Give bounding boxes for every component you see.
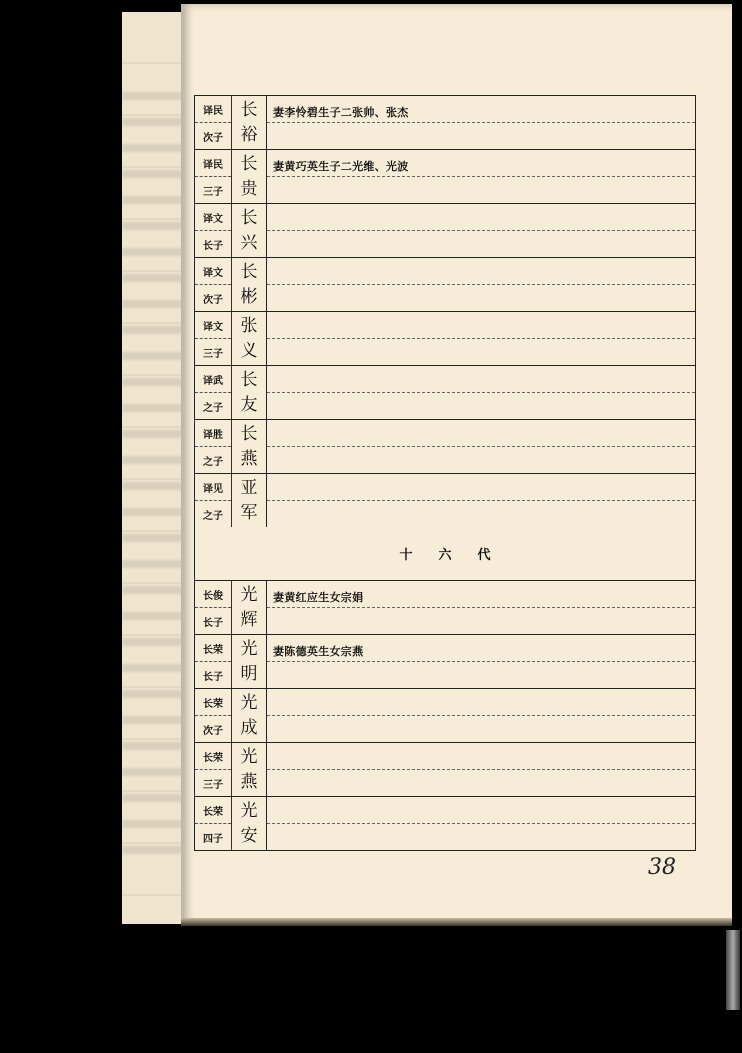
name-char: 长 (240, 369, 258, 390)
parent-cell (195, 366, 232, 419)
name-char: 成 (240, 717, 258, 738)
name-char: 辉 (240, 609, 258, 630)
person-name (232, 312, 267, 365)
person-name (232, 689, 267, 742)
table-row (195, 150, 695, 204)
note-cell (267, 312, 695, 365)
note-cell (267, 420, 695, 473)
ruled-line (267, 715, 695, 716)
name-char: 光 (240, 584, 258, 605)
person-name (232, 258, 267, 311)
name-char: 燕 (240, 448, 258, 469)
ruled-line (267, 446, 695, 447)
spouse-note: 妻陈德英生女宗燕 (273, 645, 364, 658)
birth-order: 三子 (203, 779, 223, 791)
parent-cell (195, 96, 232, 149)
parent-name: 译民 (195, 150, 231, 177)
ruled-line (267, 500, 695, 501)
ruled-line (267, 338, 695, 339)
page-shadow (181, 918, 732, 926)
person-name (232, 150, 267, 203)
name-char: 燕 (240, 771, 258, 792)
bleed-through-text (122, 92, 184, 872)
ruled-line (267, 607, 695, 608)
name-char: 光 (240, 638, 258, 659)
table-row (195, 797, 695, 850)
birth-order: 长子 (203, 240, 223, 252)
spouse-note: 妻李怜碧生子二张帅、张杰 (273, 106, 409, 119)
name-char: 友 (240, 394, 258, 415)
note-cell (267, 96, 695, 149)
person-name (232, 797, 267, 850)
parent-cell (195, 689, 232, 742)
book-edge (726, 930, 740, 1010)
ruled-line (267, 122, 695, 123)
person-name (232, 743, 267, 796)
ruled-line (267, 823, 695, 824)
table-row (195, 312, 695, 366)
name-char: 安 (240, 825, 258, 846)
parent-name: 译胜 (195, 420, 231, 447)
spouse-note: 妻黄红应生女宗娟 (273, 591, 364, 604)
person-name (232, 474, 267, 527)
generation-heading: 十六代 (399, 548, 517, 563)
genealogy-table (194, 95, 696, 851)
person-name (232, 420, 267, 473)
person-name (232, 96, 267, 149)
parent-name: 长荣 (195, 689, 231, 716)
parent-name: 长荣 (195, 743, 231, 770)
table-row (195, 581, 695, 635)
name-char: 兴 (240, 232, 258, 253)
parent-cell (195, 150, 232, 203)
table-row (195, 420, 695, 474)
parent-cell (195, 204, 232, 257)
parent-name: 长俊 (195, 581, 231, 608)
birth-order: 长子 (203, 671, 223, 683)
table-row (195, 635, 695, 689)
parent-cell (195, 420, 232, 473)
parent-cell (195, 635, 232, 688)
page-number: 38 (648, 855, 676, 880)
name-char: 光 (240, 800, 258, 821)
person-name (232, 204, 267, 257)
name-char: 光 (240, 692, 258, 713)
name-char: 亚 (240, 477, 258, 498)
parent-name: 译武 (195, 366, 231, 393)
note-cell (267, 689, 695, 742)
parent-cell (195, 474, 232, 527)
name-char: 长 (240, 423, 258, 444)
name-char: 贵 (240, 178, 258, 199)
parent-cell (195, 312, 232, 365)
parent-name: 长荣 (195, 797, 231, 824)
note-cell (267, 366, 695, 419)
ruled-line (267, 284, 695, 285)
birth-order: 之子 (203, 456, 223, 468)
birth-order: 次子 (203, 725, 223, 737)
name-char: 长 (240, 207, 258, 228)
parent-name: 译民 (195, 96, 231, 123)
birth-order: 长子 (203, 617, 223, 629)
parent-cell (195, 581, 232, 634)
table-row (195, 474, 695, 527)
ruled-line (267, 230, 695, 231)
name-char: 裕 (240, 124, 258, 145)
birth-order: 四子 (203, 833, 223, 845)
name-char: 光 (240, 746, 258, 767)
parent-cell (195, 258, 232, 311)
note-cell (267, 474, 695, 527)
note-cell (267, 581, 695, 634)
table-row (195, 96, 695, 150)
parent-name: 译文 (195, 204, 231, 231)
name-char: 长 (240, 261, 258, 282)
parent-name: 译文 (195, 258, 231, 285)
note-cell (267, 150, 695, 203)
generation-15-rows (195, 96, 695, 527)
name-char: 义 (240, 340, 258, 361)
generation-heading-row (195, 527, 695, 581)
person-name (232, 635, 267, 688)
table-row (195, 366, 695, 420)
table-row (195, 689, 695, 743)
note-cell (267, 635, 695, 688)
birth-order: 之子 (203, 510, 223, 522)
birth-order: 次子 (203, 294, 223, 306)
note-cell (267, 258, 695, 311)
generation-16-rows (195, 581, 695, 850)
parent-cell (195, 797, 232, 850)
ruled-line (267, 392, 695, 393)
ruled-line (267, 176, 695, 177)
birth-order: 之子 (203, 402, 223, 414)
name-char: 彬 (240, 286, 258, 307)
person-name (232, 581, 267, 634)
name-char: 长 (240, 99, 258, 120)
parent-name: 长荣 (195, 635, 231, 662)
ruled-line (267, 769, 695, 770)
table-row (195, 258, 695, 312)
parent-cell (195, 743, 232, 796)
table-row (195, 204, 695, 258)
birth-order: 三子 (203, 348, 223, 360)
birth-order: 次子 (203, 132, 223, 144)
parent-name: 译见 (195, 474, 231, 501)
previous-page-edge (122, 12, 184, 924)
birth-order: 三子 (203, 186, 223, 198)
name-char: 长 (240, 153, 258, 174)
note-cell (267, 204, 695, 257)
table-row (195, 743, 695, 797)
parent-name: 译文 (195, 312, 231, 339)
name-char: 明 (240, 663, 258, 684)
note-cell (267, 743, 695, 796)
ruled-line (267, 661, 695, 662)
person-name (232, 366, 267, 419)
note-cell (267, 797, 695, 850)
spouse-note: 妻黄巧英生子二光维、光波 (273, 160, 409, 173)
name-char: 张 (240, 315, 258, 336)
name-char: 军 (240, 502, 258, 523)
